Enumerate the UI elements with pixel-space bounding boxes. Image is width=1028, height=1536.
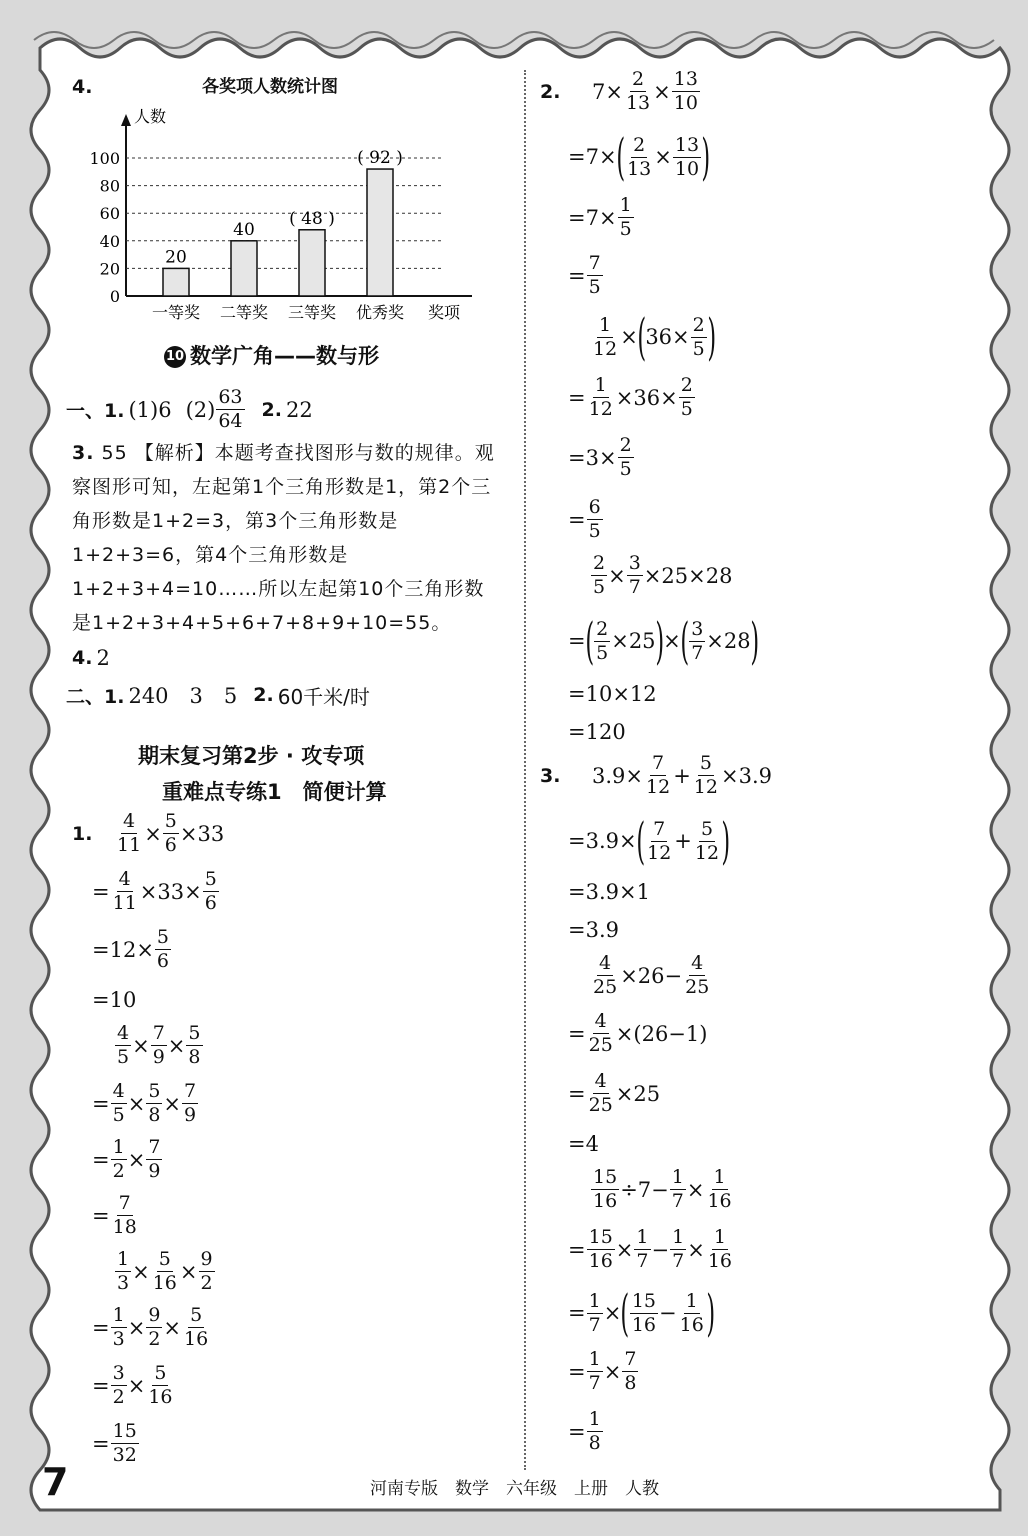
q1-fraction: $\frac{63}{64}$ xyxy=(218,386,243,432)
chart-title: 各奖项人数统计图 xyxy=(202,77,338,97)
q2-answer: 22 xyxy=(285,397,313,422)
calc-line: = $\frac{1}{8}$ xyxy=(568,1408,601,1454)
answer-q1 xyxy=(66,386,313,432)
bar-value-label: ( 48 ) xyxy=(289,208,335,229)
answer-q3 xyxy=(72,436,502,640)
calc-line: $\frac{1}{12}$ × ( 36× $\frac{2}{5}$ ) xyxy=(593,308,716,366)
calc-line: = $\frac{4}{5}$ × $\frac{5}{8}$ × $\frac{7}{9}$ xyxy=(92,1080,197,1126)
part2-q2-label: 2. xyxy=(253,684,274,706)
calc-line: = $\frac{3}{2}$ × $\frac{5}{16}$ xyxy=(92,1362,173,1408)
answer-part2 xyxy=(66,680,370,710)
y-tick-label: 100 xyxy=(89,149,120,168)
calc-line: = $\frac{1}{2}$ × $\frac{7}{9}$ xyxy=(92,1136,161,1182)
y-tick-label: 60 xyxy=(99,204,120,224)
calc-line: = $\frac{7}{5}$ xyxy=(568,252,601,298)
section-number-badge: 10 xyxy=(164,346,186,368)
calc-line: =12× $\frac{5}{6}$ xyxy=(92,926,170,972)
x-category-label: 二等奖 xyxy=(219,303,269,322)
calc-line: = $\frac{1}{7}$ × $\frac{7}{8}$ xyxy=(568,1348,637,1394)
calc-line: = $\frac{7}{18}$ xyxy=(92,1192,137,1238)
bar-1 xyxy=(163,268,189,296)
calc-line: =7× $\frac{1}{5}$ xyxy=(568,194,632,240)
footer-text: 河南专版 数学 六年级 上册 人教 xyxy=(370,1479,659,1499)
y-tick-label: 20 xyxy=(99,259,120,279)
calc-line: =120 xyxy=(568,720,626,744)
x-category-label: 三等奖 xyxy=(287,303,337,322)
calc-line: $\frac{4}{25}$ ×26− $\frac{4}{25}$ xyxy=(593,952,710,998)
bar-value-label: 20 xyxy=(165,247,187,268)
calc-line: =10 xyxy=(92,988,137,1012)
calc-line: = $\frac{1}{3}$ × $\frac{9}{2}$ × $\frac{5}{16}$ xyxy=(92,1304,209,1350)
q3-label: 3. xyxy=(72,442,95,464)
section-title-shapes: 10 数学广角——数与形 xyxy=(165,344,379,368)
calc-line: $\frac{1}{3}$ × $\frac{5}{16}$ × $\frac{9}{2}$ xyxy=(117,1248,213,1294)
page-number: 7 xyxy=(42,1460,69,1504)
calc-line: =3.9× ( $\frac{7}{12}$ + $\frac{5}{12}$ ) xyxy=(568,812,731,870)
bar-value-label: 40 xyxy=(233,219,255,240)
calc-line: = $\frac{15}{16}$ × $\frac{1}{7}$ − $\frac{1}{7}$ × $\frac{1}{16}$ xyxy=(568,1226,732,1272)
y-axis-arrow xyxy=(121,114,131,126)
q1-part2-prefix: (2) xyxy=(185,397,216,422)
calc-line: =3× $\frac{2}{5}$ xyxy=(568,434,632,480)
answer-q4 xyxy=(72,646,110,670)
calc-2-label: 2. xyxy=(540,80,561,103)
calc-line: = $\frac{1}{7}$ × ( $\frac{15}{16}$ − $\frac{1}{16}$ ) xyxy=(568,1284,715,1342)
chart-question-label: 4. xyxy=(72,76,93,98)
column-divider xyxy=(524,70,526,1470)
q3-text: 55 【解析】本题考查找图形与数的规律。观察图形可知，左起第1个三角形数是1，第2个三角形数是1+2=3，第3个三角形数是1+2+3=6，第4个三角形数是1+2+3+4=10……所以左起第10个三角形数是1+2+3+4+5+6+7+8+9+10=55。 xyxy=(72,442,495,634)
bar-chart-block xyxy=(72,72,502,322)
calc-line: =4 xyxy=(568,1132,599,1156)
calc-line: $\frac{4}{5}$ × $\frac{7}{9}$ × $\frac{5}{8}$ xyxy=(117,1022,201,1068)
x-axis-label: 奖项 xyxy=(427,303,461,322)
calc-line: = $\frac{4}{11}$ ×33× $\frac{5}{6}$ xyxy=(92,868,217,914)
calc-line: =10×12 xyxy=(568,682,657,706)
calc-line: 1. $\frac{4}{11}$ × $\frac{5}{6}$ ×33 xyxy=(72,810,225,856)
q1-part1: (1)6 xyxy=(128,397,172,422)
bar-chart xyxy=(72,100,502,340)
part2-q1-answer: 240 3 5 xyxy=(128,684,238,708)
calc-1-label: 1. xyxy=(72,822,93,845)
x-category-label: 优秀奖 xyxy=(355,303,405,322)
calc-line: =3.9×1 xyxy=(568,880,650,904)
q4-label: 4. xyxy=(72,647,93,669)
calc-line: = $\frac{4}{25}$ ×25 xyxy=(568,1070,661,1116)
calc-line: = $\frac{6}{5}$ xyxy=(568,496,601,542)
bar-3 xyxy=(299,230,325,296)
bar-2 xyxy=(231,241,257,296)
calc-line: =7× ( $\frac{2}{13}$ × $\frac{13}{10}$ ) xyxy=(568,128,711,186)
calc-line: $\frac{2}{5}$ × $\frac{3}{7}$ ×25×28 xyxy=(593,552,733,598)
y-tick-label: 80 xyxy=(99,176,120,196)
q2-label: 2. xyxy=(261,398,282,421)
calc-line: =3.9 xyxy=(568,918,619,942)
y-axis-label: 人数 xyxy=(134,107,167,126)
calc-line: = ( $\frac{2}{5}$ ×25 ) × ( $\frac{3}{7}$ ×28 ) xyxy=(568,612,759,670)
q4-answer: 2 xyxy=(96,646,110,670)
review-section-title: 期末复习第2步 · 攻专项 xyxy=(138,744,365,768)
review-section-subtitle: 重难点专练1 简便计算 xyxy=(162,780,387,804)
calc-3-label: 3. xyxy=(540,764,561,787)
bar-4 xyxy=(367,169,393,296)
calc-line: 3. 3.9× $\frac{7}{12}$ + $\frac{5}{12}$ ×3.9 xyxy=(540,752,772,798)
y-tick-label: 0 xyxy=(109,287,120,306)
q1-label: 一、1. xyxy=(66,400,125,422)
y-tick-label: 40 xyxy=(99,231,120,251)
calc-line: 2. 7× $\frac{2}{13}$ × $\frac{13}{10}$ xyxy=(540,68,698,114)
calc-line: = $\frac{15}{32}$ xyxy=(92,1420,137,1466)
calc-line: $\frac{15}{16}$ ÷7− $\frac{1}{7}$ × $\frac{1}{16}$ xyxy=(593,1166,732,1212)
bar-value-label: ( 92 ) xyxy=(357,148,403,169)
x-category-label: 一等奖 xyxy=(151,303,201,322)
calc-line: = $\frac{1}{12}$ ×36× $\frac{2}{5}$ xyxy=(568,374,693,420)
part2-label: 二、1. xyxy=(66,685,125,708)
calc-line: = $\frac{4}{25}$ ×(26−1) xyxy=(568,1010,708,1056)
part2-q2-answer: 60千米/时 xyxy=(277,684,370,709)
